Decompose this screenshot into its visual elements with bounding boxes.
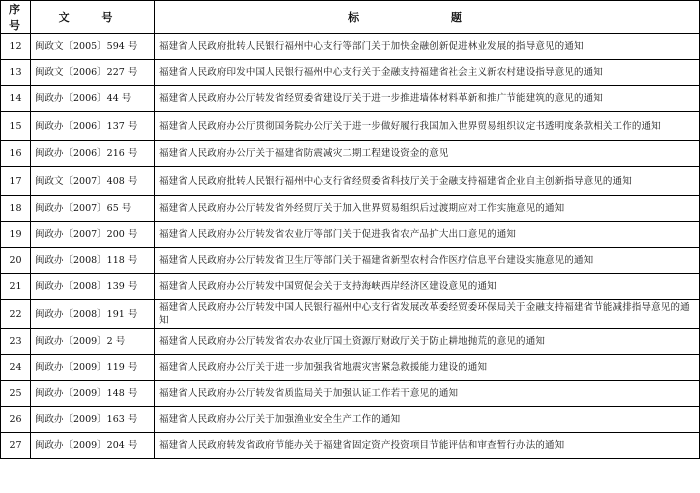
header-document-number: 文 号 [31, 1, 155, 34]
row-title: 福建省人民政府办公厅关于进一步加强我省地震灾害紧急救援能力建设的通知 [155, 355, 700, 381]
row-number: 14 [1, 86, 31, 112]
row-number: 15 [1, 112, 31, 141]
row-document-number: 闽政办〔2009〕2 号 [31, 329, 155, 355]
table-row [1, 248, 700, 274]
table-row [1, 112, 700, 141]
row-document-number: 闽政办〔2008〕191 号 [31, 300, 155, 329]
row-title: 福建省人民政府办公厅转发省卫生厅等部门关于福建省新型农村合作医疗信息平台建设实施意见的通知 [155, 248, 700, 274]
table-row [1, 300, 700, 329]
row-title: 福建省人民政府批转人民银行福州中心支行省经贸委省科技厅关于金融支持福建省企业自主创新指导意见的通知 [155, 167, 700, 196]
row-number: 13 [1, 60, 31, 86]
row-document-number: 闽政办〔2008〕118 号 [31, 248, 155, 274]
row-number: 12 [1, 34, 31, 60]
row-title: 福建省人民政府转发省政府节能办关于福建省固定资产投资项目节能评估和审查暂行办法的通知 [155, 433, 700, 459]
row-title: 福建省人民政府批转人民银行福州中心支行等部门关于加快金融创新促进林业发展的指导意见的通知 [155, 34, 700, 60]
row-document-number: 闽政办〔2009〕148 号 [31, 381, 155, 407]
row-title: 福建省人民政府办公厅转发省农办农业厅国土资源厅财政厅关于防止耕地抛荒的意见的通知 [155, 329, 700, 355]
table-row [1, 274, 700, 300]
table-row [1, 433, 700, 459]
row-title: 福建省人民政府办公厅关于加强渔业安全生产工作的通知 [155, 407, 700, 433]
row-document-number: 闽政办〔2009〕163 号 [31, 407, 155, 433]
row-title: 福建省人民政府办公厅转发省外经贸厅关于加入世界贸易组织后过渡期应对工作实施意见的通知 [155, 196, 700, 222]
table-row [1, 34, 700, 60]
row-title: 福建省人民政府办公厅转发省农业厅等部门关于促进我省农产品扩大出口意见的通知 [155, 222, 700, 248]
row-number: 24 [1, 355, 31, 381]
row-number: 19 [1, 222, 31, 248]
table-row [1, 196, 700, 222]
row-number: 27 [1, 433, 31, 459]
row-document-number: 闽政办〔2007〕200 号 [31, 222, 155, 248]
row-title: 福建省人民政府办公厅转发省经贸委省建设厅关于进一步推进墙体材料革新和推广节能建筑的意见的通知 [155, 86, 700, 112]
row-number: 20 [1, 248, 31, 274]
row-document-number: 闽政办〔2006〕216 号 [31, 141, 155, 167]
header-title: 标 题 [155, 1, 700, 34]
table-row [1, 167, 700, 196]
table-row [1, 86, 700, 112]
row-number: 21 [1, 274, 31, 300]
table-row [1, 329, 700, 355]
row-document-number: 闽政办〔2006〕44 号 [31, 86, 155, 112]
table-row [1, 355, 700, 381]
table-row [1, 381, 700, 407]
row-document-number: 闽政办〔2009〕204 号 [31, 433, 155, 459]
table-row [1, 222, 700, 248]
row-number: 22 [1, 300, 31, 329]
header-number: 序号 [1, 1, 31, 34]
row-document-number: 闽政办〔2007〕65 号 [31, 196, 155, 222]
table-row [1, 141, 700, 167]
row-number: 17 [1, 167, 31, 196]
row-document-number: 闽政办〔2006〕137 号 [31, 112, 155, 141]
row-document-number: 闽政文〔2006〕227 号 [31, 60, 155, 86]
table-header-row [1, 1, 700, 34]
row-document-number: 闽政文〔2007〕408 号 [31, 167, 155, 196]
table-row [1, 407, 700, 433]
row-number: 16 [1, 141, 31, 167]
row-number: 26 [1, 407, 31, 433]
row-title: 福建省人民政府办公厅转发中国贸促会关于支持海峡西岸经济区建设意见的通知 [155, 274, 700, 300]
row-title: 福建省人民政府办公厅转发中国人民银行福州中心支行省发展改革委经贸委环保局关于金融支持福建省节能减排指导意见的通知 [155, 300, 700, 329]
row-number: 18 [1, 196, 31, 222]
row-number: 25 [1, 381, 31, 407]
row-title: 福建省人民政府办公厅关于福建省防震减灾二期工程建设资金的意见 [155, 141, 700, 167]
row-title: 福建省人民政府办公厅转发省质监局关于加强认证工作若干意见的通知 [155, 381, 700, 407]
row-document-number: 闽政文〔2005〕594 号 [31, 34, 155, 60]
row-document-number: 闽政办〔2009〕119 号 [31, 355, 155, 381]
row-document-number: 闽政办〔2008〕139 号 [31, 274, 155, 300]
row-title: 福建省人民政府办公厅贯彻国务院办公厅关于进一步做好履行我国加入世界贸易组织议定书透明度条款相关工作的通知 [155, 112, 700, 141]
table-row [1, 60, 700, 86]
row-title: 福建省人民政府印发中国人民银行福州中心支行关于金融支持福建省社会主义新农村建设指导意见的通知 [155, 60, 700, 86]
row-number: 23 [1, 329, 31, 355]
